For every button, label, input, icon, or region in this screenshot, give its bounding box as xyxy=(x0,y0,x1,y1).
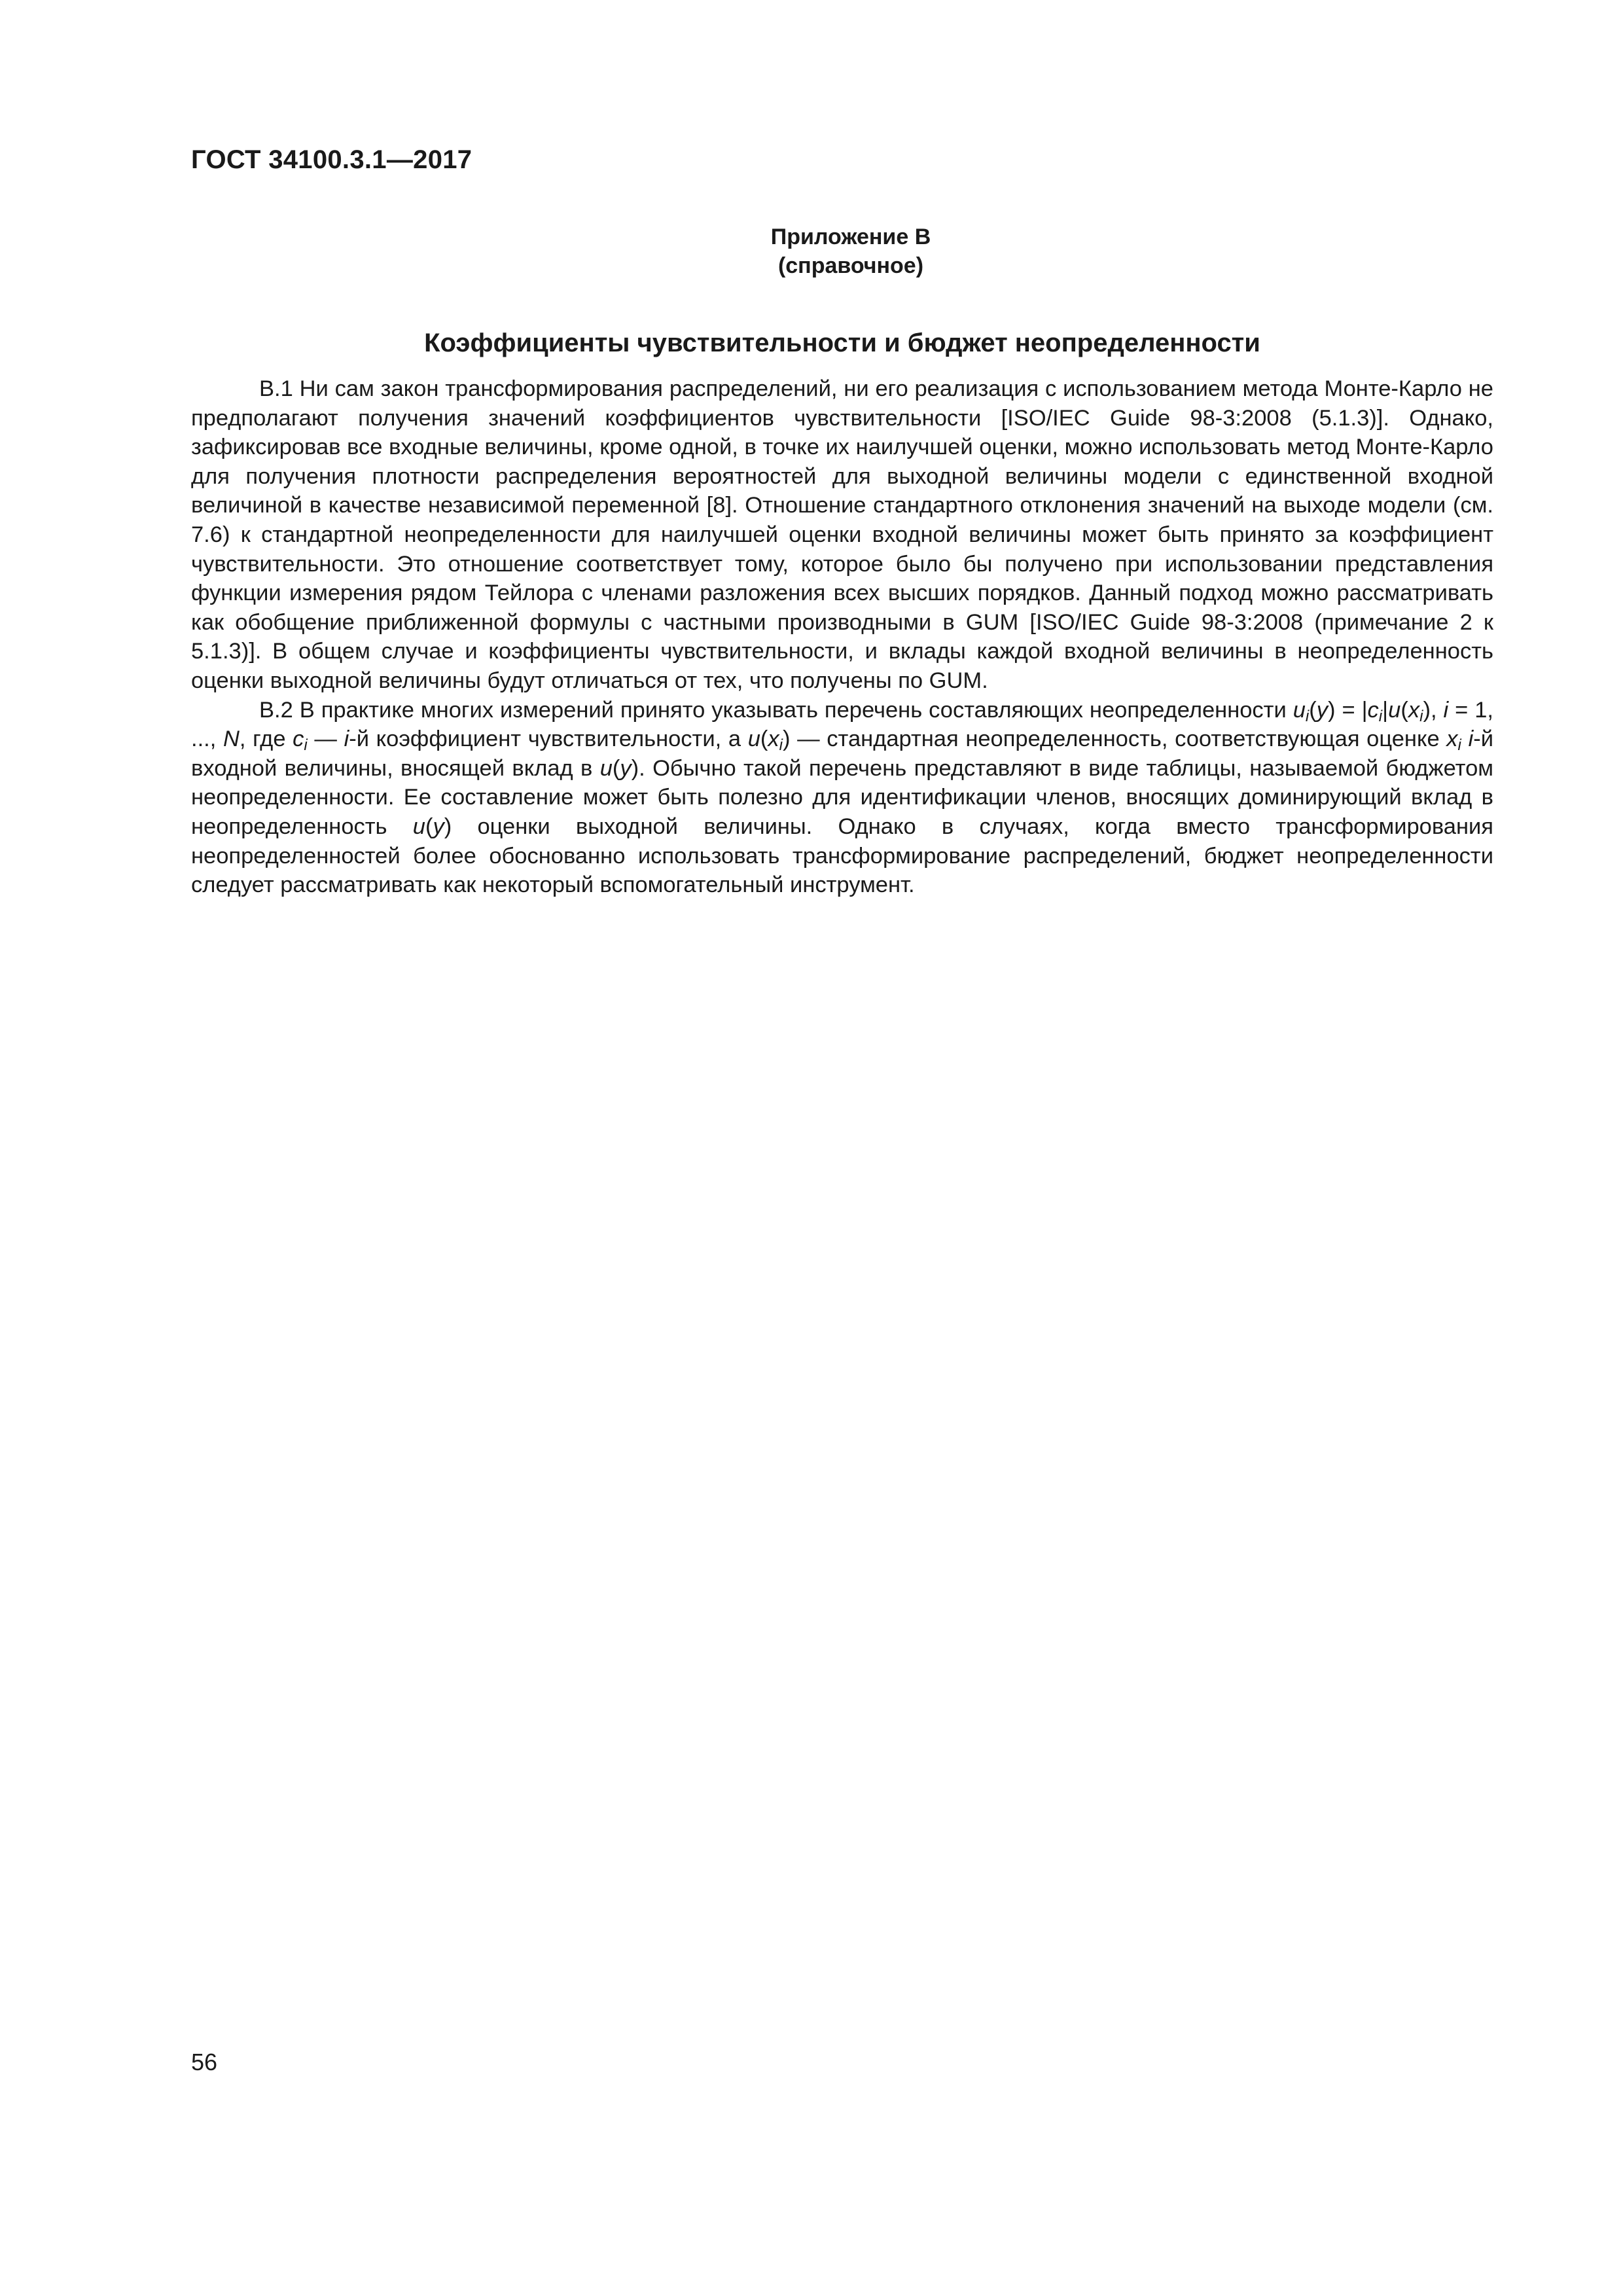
appendix-type: (справочное) xyxy=(777,253,924,278)
section-title: Коэффициенты чувствительности и бюджет неопределенности xyxy=(424,329,1260,357)
b2-text-5: -й коэффициент чувствительности, а xyxy=(349,726,748,752)
appendix-heading xyxy=(654,223,1047,280)
paragraph-b2: В.2 В практике многих измерений принято указывать перечень составляющих неопределенности $u_i(y) = |c_i|u(x_i)$, i = 1, ..., N, где $c_i$ — i-й коэффициент чувствительности, а $u(x_i)$ — стандартная неопределенность, соответствующая оценке $x_i$ i-й входной величины, вносящей вклад в u(y). Обычно такой перечень представляют в виде таблицы, называемой бюджетом неопределенности. Ее составление может быть полезно для идентификации членов, вносящих доминирующий вклад в неопределенность u(y) оценки выходной величины. Однако в случаях, когда вместо трансформирования неопределенностей более обоснованно использовать трансформирование распределений, бюджет неопределенности следует рассматривать как некоторый вспомогательный инструмент. xyxy=(191,697,1494,898)
standard-header: ГОСТ 34100.3.1—2017 xyxy=(191,145,473,174)
page-number: 56 xyxy=(191,2049,218,2075)
b2-text-4: — xyxy=(307,726,344,752)
b2-text-6: ) — стандартная неопределенность, соответствующая оценке xyxy=(783,726,1447,752)
paragraph-b1: В.1 Ни сам закон трансформирования распределений, ни его реализация с использованием метода Монте-Карло не предполагают получения значений коэффициентов чувствительности [ISO/IEC Guide 98-3:2008 (5.1.3)]. Однако, зафиксировав все входные величины, кроме одной, в точке их наилучшей оценки, можно использовать метод Монте-Карло для получения плотности распределения вероятностей для выходной величины модели с единственной входной величиной в качестве независимой переменной [8]. Отношение стандартного отклонения значений на выходе модели (см. 7.6) к стандартной неопределенности для наилучшей оценки входной величины может быть принято за коэффициент чувствительности. Это отношение соответствует тому, которое было бы получено при использовании представления функции измерения рядом Тейлора с членами разложения всех высших порядков. Данный подход можно рассматривать как обобщение приближенной формулы с частными производными в GUM [ISO/IEC Guide 98-3:2008 (примечание 2 к 5.1.3)]. В общем случае и коэффициенты чувствительности, и вклады каждой входной величины в неопределенность оценки выходной величины будут отличаться от тех, что получены по GUM. xyxy=(191,376,1493,693)
appendix-title: Приложение В xyxy=(770,224,931,249)
b2-text-7: -й входной величины, вносящей вклад в xyxy=(191,726,1494,781)
body-text xyxy=(191,374,1493,900)
b2-text-1: В.2 В практике многих измерений принято указывать перечень составляющих неопределенности xyxy=(259,697,1293,723)
b2-text-2: ) = | xyxy=(1328,697,1368,723)
b2-text-8: ). Обычно такой перечень представляют в виде таблицы, называемой бюджетом неопределенности. Ее составление может быть полезно для идентификации членов, вносящих доминирующий вклад в неопределенность xyxy=(191,755,1493,839)
b2-text-3: , где xyxy=(239,726,293,752)
b2-text-9: ) оценки выходной величины. Однако в случаях, когда вместо трансформирования неопределенностей более обоснованно использовать трансформирование распределений, бюджет неопределенности следует рассматривать как некоторый вспомогательный инструмент. xyxy=(191,814,1493,898)
